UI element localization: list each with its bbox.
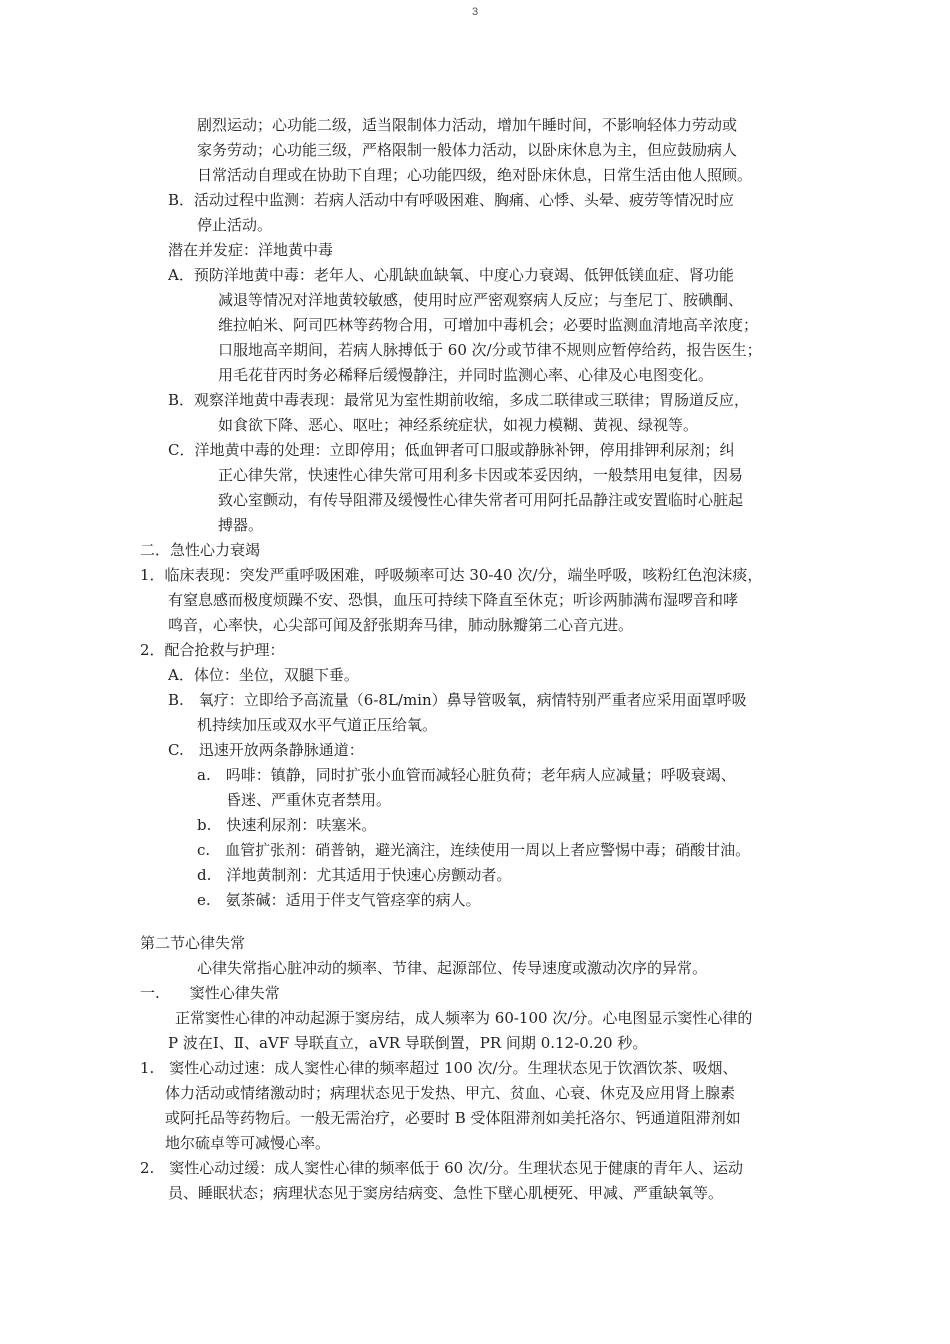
text-line: 有窒息感而极度烦躁不安、恐惧，血压可持续下降直至休克；听诊两肺满布湿啰音和哮 — [168, 591, 739, 609]
text-line: 昏迷、严重休克者禁用。 — [226, 791, 392, 809]
text-line: 日常活动自理或在协助下自理；心功能四级，绝对卧床休息，日常生活由他人照顾。 — [197, 166, 753, 184]
text-line: B．活动过程中监测：若病人活动中有呼吸困难、胸痛、心悸、头晕、疲劳等情况时应 — [168, 191, 735, 209]
text-line: B. 氧疗：立即给予高流量（6-8L/min）鼻导管吸氧，病情特别严重者应采用面罩呼吸 — [168, 691, 747, 709]
text-line: 停止活动。 — [197, 216, 273, 234]
text-line: 1．临床表现：突发严重呼吸困难，呼吸频率可达 30-40 次/分，端坐呼吸，咳粉红色泡沫痰， — [140, 566, 763, 584]
text-line: A．体位：坐位，双腿下垂。 — [168, 666, 359, 684]
text-line: 1. 窦性心动过速：成人窦性心律的频率超过 100 次/分。生理状态见于饮酒饮茶、吸烟、 — [140, 1059, 738, 1077]
text-line: 地尔硫卓等可减慢心率。 — [165, 1134, 331, 1152]
text-line: 或阿托品等药物后。一般无需治疗，必要时 B 受体阻滞剂如美托洛尔、钙通道阻滞剂如 — [165, 1109, 741, 1127]
text-line: e. 氨茶碱：适用于伴支气管痉挛的病人。 — [197, 891, 481, 909]
text-line: 致心室颤动，有传导阻滞及缓慢性心律失常者可用阿托品静注或安置临时心脏起 — [218, 491, 744, 509]
text-line: 员、睡眠状态；病理状态见于窦房结病变、急性下壁心肌梗死、甲减、严重缺氧等。 — [168, 1184, 724, 1202]
text-line: 正常窦性心律的冲动起源于窦房结，成人频率为 60-100 次/分。心电图显示窦性心律的 — [175, 1009, 753, 1027]
text-line: B．观察洋地黄中毒表现：最常见为室性期前收缩，多成二联律或三联律；胃肠道反应， — [168, 391, 750, 409]
text-line: 鸣音，心率快，心尖部可闻及舒张期奔马律，肺动脉瓣第二心音亢进。 — [168, 616, 634, 634]
text-line: 心律失常指心脏冲动的频率、节律、起源部位、传导速度或激动次序的异常。 — [197, 959, 708, 977]
text-line: c. 血管扩张剂：硝普钠，避光滴注，连续使用一周以上者应警惕中毒；硝酸甘油。 — [197, 841, 751, 859]
text-line: 机持续加压或双水平气道正压给氧。 — [197, 716, 438, 734]
text-line: 用毛花苷丙时务必稀释后缓慢静注，并同时监测心率、心律及心电图变化。 — [218, 366, 714, 384]
text-line: d. 洋地黄制剂：尤其适用于快速心房颤动者。 — [197, 866, 512, 884]
text-line: P 波在Ⅰ、Ⅱ、aVF 导联直立，aVR 导联倒置，PR 间期 0.12-0.20 秒。 — [168, 1034, 648, 1052]
text-line: 2. 窦性心动过缓：成人窦性心律的频率低于 60 次/分。生理状态见于健康的青年人、运动 — [140, 1159, 743, 1177]
text-line: 维拉帕米、阿司匹林等药物合用，可增加中毒机会；必要时监测血清地高辛浓度； — [218, 316, 759, 334]
text-line: 体力活动或情绪激动时；病理状态见于发热、甲亢、贫血、心衰、休克及应用肾上腺素 — [165, 1084, 736, 1102]
text-line: 如食欲下降、恶心、呕吐；神经系统症状，如视力模糊、黄视、绿视等。 — [218, 416, 699, 434]
text-line: 剧烈运动；心功能二级，适当限制体力活动，增加午睡时间，不影响轻体力劳动或 — [197, 116, 738, 134]
section-heading: 二．急性心力衰竭 — [140, 541, 261, 559]
text-line: 搏器。 — [218, 516, 264, 534]
text-line: a. 吗啡：镇静，同时扩张小血管而减轻心脏负荷；老年病人应减量；呼吸衰竭、 — [197, 766, 736, 784]
text-line: C. 迅速开放两条静脉通道： — [168, 741, 364, 759]
text-line: b. 快速利尿剂：呋塞米。 — [197, 816, 377, 834]
text-line: 正心律失常，快速性心律失常可用利多卡因或苯妥因纳，一般禁用电复律，因易 — [218, 466, 744, 484]
text-line: A．预防洋地黄中毒：老年人、心肌缺血缺氧、中度心力衰竭、低钾低镁血症、肾功能 — [168, 266, 734, 284]
page-number: 3 — [471, 6, 479, 18]
text-line: 2．配合抢救与护理： — [140, 641, 285, 659]
text-line: C．洋地黄中毒的处理：立即停用；低血钾者可口服或静脉补钾，停用排钾利尿剂；纠 — [168, 441, 735, 459]
text-line: 家务劳动；心功能三级，严格限制一般体力活动，以卧床休息为主，但应鼓励病人 — [197, 141, 738, 159]
text-line: 减退等情况对洋地黄较敏感，使用时应严密观察病人反应；与奎尼丁、胺碘酮、 — [218, 291, 744, 309]
section-heading: 一. 窦性心律失常 — [140, 984, 280, 1002]
text-line: 口服地高辛期间，若病人脉搏低于 60 次/分或节律不规则应暂停给药，报告医生； — [218, 341, 762, 359]
section-heading: 第二节心律失常 — [140, 934, 246, 952]
section-heading: 潜在并发症：洋地黄中毒 — [168, 241, 334, 259]
